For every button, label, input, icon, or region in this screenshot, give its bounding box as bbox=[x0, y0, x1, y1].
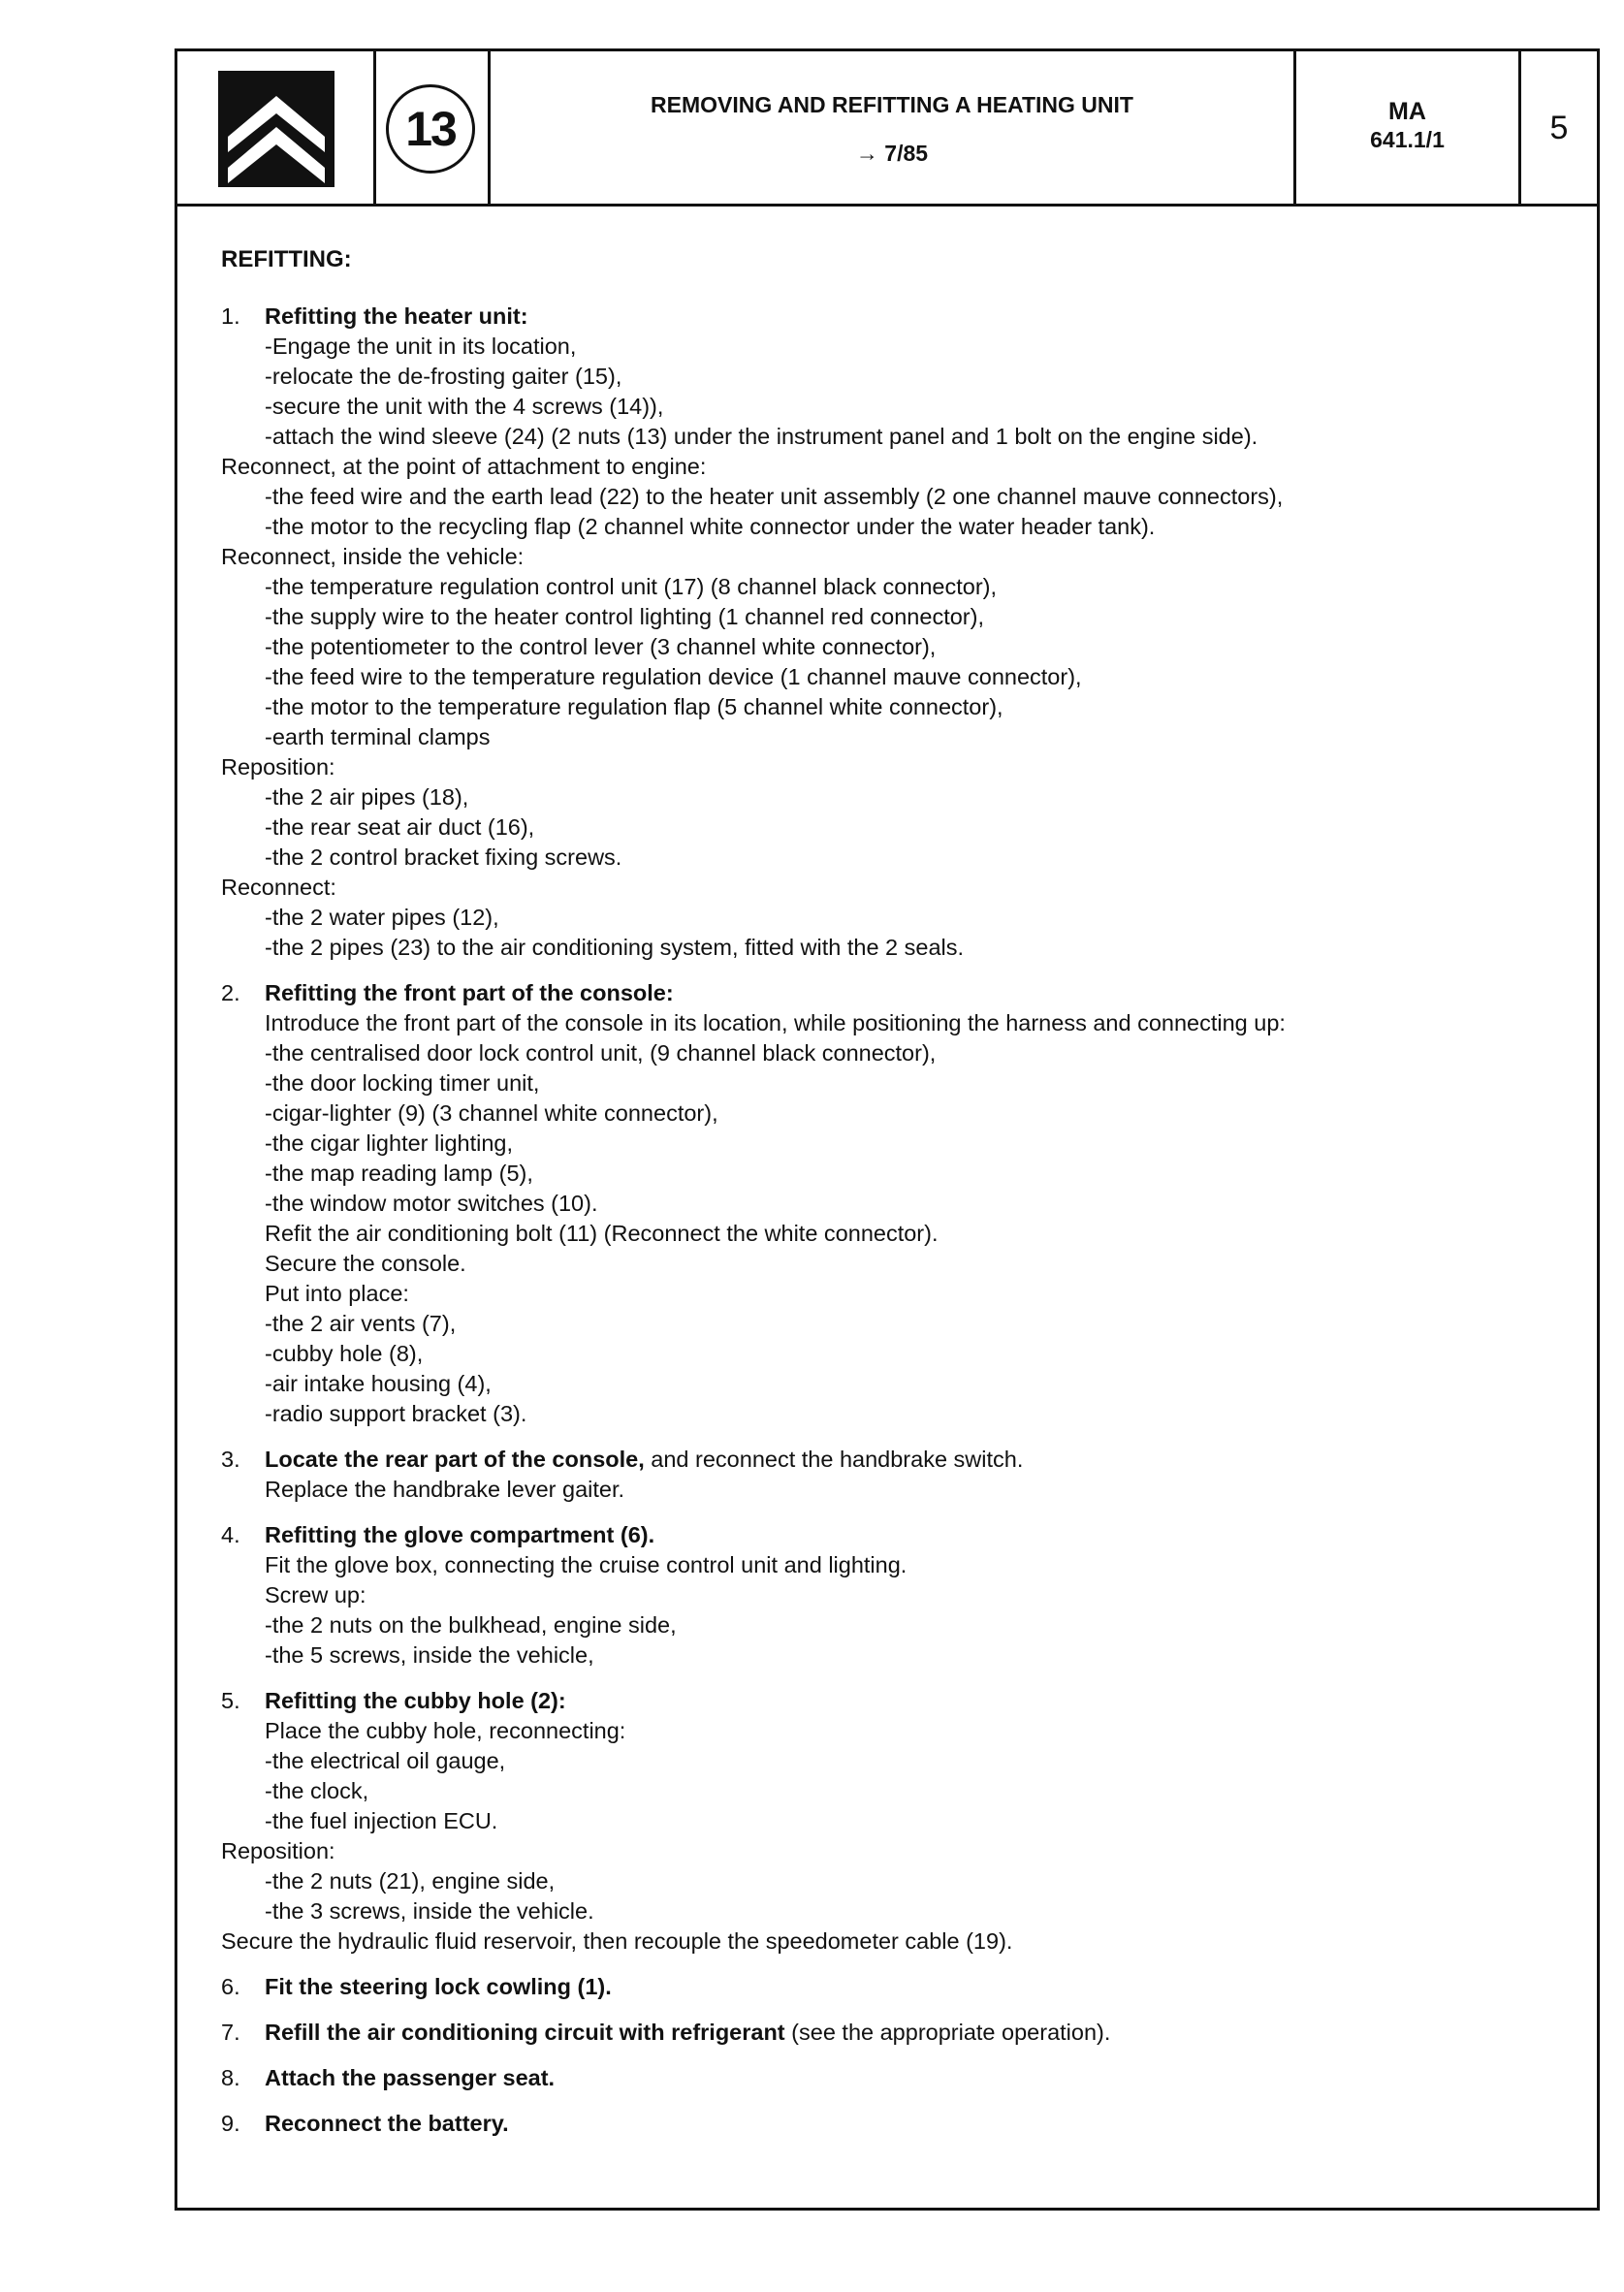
step-number: 6. bbox=[221, 1974, 240, 1999]
list-item bbox=[265, 1776, 1588, 1806]
step-number: 2. bbox=[221, 980, 240, 1005]
step-4 bbox=[221, 1520, 1588, 1671]
list-item bbox=[265, 482, 1588, 512]
bullet-dash: - bbox=[265, 514, 272, 539]
list-item-text: the feed wire and the earth lead (22) to the heater unit assembly (2 one channel mauve connectors), bbox=[271, 484, 1284, 509]
step-number: 9. bbox=[221, 2111, 240, 2136]
step-line: Replace the handbrake lever gaiter. bbox=[265, 1477, 625, 1502]
list-item bbox=[265, 662, 1588, 692]
bullet-dash: - bbox=[265, 574, 272, 599]
list-item-text: the centralised door lock control unit, (9 channel black connector), bbox=[271, 1040, 937, 1066]
bullet-dash: - bbox=[265, 484, 272, 509]
step-line: Secure the hydraulic fluid reservoir, then recouple the speedometer cable (19). bbox=[221, 1928, 1013, 1954]
bullet-dash: - bbox=[265, 424, 272, 449]
list-item bbox=[265, 722, 1588, 752]
step-line bbox=[265, 2018, 1588, 2048]
bullet-dash: - bbox=[265, 1100, 272, 1126]
step-line: Secure the console. bbox=[265, 1251, 466, 1276]
list-item-text: the cigar lighter lighting, bbox=[271, 1130, 514, 1156]
list-item-text: the clock, bbox=[271, 1778, 369, 1803]
list-item-text: the supply wire to the heater control lighting (1 channel red connector), bbox=[271, 604, 984, 629]
step-number: 5. bbox=[221, 1688, 240, 1713]
bullet-dash: - bbox=[265, 844, 272, 870]
list-item-text: attach the wind sleeve (24) (2 nuts (13) under the instrument panel and 1 bolt on the engine side). bbox=[271, 424, 1258, 449]
step-line: Refit the air conditioning bolt (11) (Reconnect the white connector). bbox=[265, 1221, 939, 1246]
bullet-dash: - bbox=[265, 1070, 272, 1096]
list-item-text: the door locking timer unit, bbox=[271, 1070, 540, 1096]
reference-cell bbox=[1296, 51, 1521, 204]
list-item bbox=[265, 632, 1588, 662]
chapter-number: 13 bbox=[386, 84, 475, 174]
list-item-text: the 3 screws, inside the vehicle. bbox=[271, 1898, 594, 1924]
list-item-text: the temperature regulation control unit (17) (8 channel black connector), bbox=[271, 574, 998, 599]
list-item bbox=[265, 1640, 1588, 1671]
list-item-text: cigar-lighter (9) (3 channel white connector), bbox=[271, 1100, 718, 1126]
bullet-dash: - bbox=[265, 1040, 272, 1066]
reference-code: MA bbox=[1388, 98, 1426, 125]
list-item-text: the 2 pipes (23) to the air conditioning system, fitted with the 2 seals. bbox=[271, 935, 965, 960]
bullet-dash: - bbox=[265, 364, 272, 389]
reposition-label: Reposition: bbox=[221, 1838, 335, 1863]
list-item bbox=[265, 1369, 1588, 1399]
bullet-dash: - bbox=[265, 1161, 272, 1186]
list-item bbox=[265, 1309, 1588, 1339]
list-item bbox=[265, 512, 1588, 542]
bullet-dash: - bbox=[265, 1778, 272, 1803]
list-item-text: the electrical oil gauge, bbox=[271, 1748, 506, 1773]
bullet-dash: - bbox=[265, 1130, 272, 1156]
reconnect-inside-label: Reconnect, inside the vehicle: bbox=[221, 544, 525, 569]
step-line: Place the cubby hole, reconnecting: bbox=[265, 1718, 626, 1743]
list-item bbox=[265, 782, 1588, 812]
list-item bbox=[265, 602, 1588, 632]
list-item-text: the rear seat air duct (16), bbox=[271, 814, 535, 840]
bullet-dash: - bbox=[265, 394, 272, 419]
bullet-dash: - bbox=[265, 784, 272, 810]
list-item-text: relocate the de-frosting gaiter (15), bbox=[271, 364, 622, 389]
step-5 bbox=[221, 1686, 1588, 1957]
bullet-dash: - bbox=[265, 634, 272, 659]
title-cell bbox=[491, 51, 1296, 204]
list-item-text: the motor to the temperature regulation flap (5 channel white connector), bbox=[271, 694, 1003, 719]
step-title: Refill the air conditioning circuit with refrigerant bbox=[265, 2020, 785, 2045]
bullet-dash: - bbox=[265, 1898, 272, 1924]
bullet-dash: - bbox=[265, 724, 272, 749]
list-item bbox=[265, 1189, 1588, 1219]
list-item-text: cubby hole (8), bbox=[271, 1341, 424, 1366]
list-item-text: the window motor switches (10). bbox=[271, 1191, 598, 1216]
step-intro: Introduce the front part of the console in its location, while positioning the harness and connecting up: bbox=[265, 1010, 1286, 1035]
step-2 bbox=[221, 978, 1588, 1429]
reconnect-label: Reconnect: bbox=[221, 875, 336, 900]
step-1 bbox=[221, 302, 1588, 963]
list-item bbox=[265, 933, 1588, 963]
list-item-text: the 2 air pipes (18), bbox=[271, 784, 469, 810]
list-item bbox=[265, 1896, 1588, 1926]
step-number: 4. bbox=[221, 1522, 240, 1547]
list-item bbox=[265, 903, 1588, 933]
document-title: REMOVING AND REFITTING A HEATING UNIT bbox=[651, 92, 1133, 117]
list-item bbox=[265, 1159, 1588, 1189]
list-item bbox=[265, 692, 1588, 722]
step-3 bbox=[221, 1445, 1588, 1505]
bullet-dash: - bbox=[265, 1341, 272, 1366]
list-item-text: the motor to the recycling flap (2 channel white connector under the water header tank). bbox=[271, 514, 1156, 539]
list-item bbox=[265, 1098, 1588, 1129]
list-item bbox=[265, 1746, 1588, 1776]
bullet-dash: - bbox=[265, 1191, 272, 1216]
step-line: Put into place: bbox=[265, 1281, 409, 1306]
bullet-dash: - bbox=[265, 1808, 272, 1833]
step-title: Attach the passenger seat. bbox=[265, 2065, 556, 2090]
step-title: Refitting the heater unit: bbox=[265, 303, 528, 329]
page-cell bbox=[1521, 51, 1597, 204]
list-item bbox=[265, 1806, 1588, 1836]
document-date: → 7/85 bbox=[855, 141, 929, 166]
list-item-text: radio support bracket (3). bbox=[271, 1401, 527, 1426]
list-item-text: the 2 water pipes (12), bbox=[271, 905, 499, 930]
list-item bbox=[265, 392, 1588, 422]
bullet-dash: - bbox=[265, 334, 272, 359]
list-item-text: air intake housing (4), bbox=[271, 1371, 492, 1396]
list-item-text: the 2 control bracket fixing screws. bbox=[271, 844, 622, 870]
bullet-dash: - bbox=[265, 1401, 272, 1426]
list-item-text: the map reading lamp (5), bbox=[271, 1161, 533, 1186]
list-item-text: the potentiometer to the control lever (3 channel white connector), bbox=[271, 634, 937, 659]
content bbox=[221, 244, 1588, 2139]
step-title: Reconnect the battery. bbox=[265, 2111, 509, 2136]
bullet-dash: - bbox=[265, 1612, 272, 1638]
list-item-text: the 2 nuts (21), engine side, bbox=[271, 1868, 556, 1894]
step-6 bbox=[221, 1972, 1588, 2002]
step-9 bbox=[221, 2109, 1588, 2139]
list-item-text: secure the unit with the 4 screws (14)), bbox=[271, 394, 664, 419]
list-item-text: the 5 screws, inside the vehicle, bbox=[271, 1642, 594, 1668]
bullet-dash: - bbox=[265, 1642, 272, 1668]
reconnect-engine-label: Reconnect, at the point of attachment to engine: bbox=[221, 454, 707, 479]
list-item bbox=[265, 572, 1588, 602]
list-item bbox=[265, 362, 1588, 392]
bullet-dash: - bbox=[265, 905, 272, 930]
list-item bbox=[265, 422, 1588, 452]
step-line: Fit the glove box, connecting the cruise control unit and lighting. bbox=[265, 1552, 908, 1577]
step-number: 8. bbox=[221, 2065, 240, 2090]
citroen-logo bbox=[218, 71, 334, 187]
list-item bbox=[265, 1038, 1588, 1068]
section-heading: REFITTING: bbox=[221, 246, 352, 272]
step-title: Refitting the cubby hole (2): bbox=[265, 1688, 566, 1713]
step-title: Refitting the glove compartment (6). bbox=[265, 1522, 655, 1547]
reference-number: 641.1/1 bbox=[1370, 127, 1445, 152]
list-item-text: the 2 air vents (7), bbox=[271, 1311, 457, 1336]
header-block bbox=[177, 51, 1597, 207]
step-text: (see the appropriate operation). bbox=[784, 2020, 1111, 2045]
page-number: 5 bbox=[1549, 110, 1569, 146]
list-item bbox=[265, 1610, 1588, 1640]
step-8 bbox=[221, 2063, 1588, 2093]
logo-cell bbox=[177, 51, 376, 204]
list-item-text: the feed wire to the temperature regulation device (1 channel mauve connector), bbox=[271, 664, 1082, 689]
step-title: Refitting the front part of the console: bbox=[265, 980, 674, 1005]
reposition-label: Reposition: bbox=[221, 754, 335, 780]
bullet-dash: - bbox=[265, 1311, 272, 1336]
step-number: 7. bbox=[221, 2020, 240, 2045]
list-item bbox=[265, 812, 1588, 843]
bullet-dash: - bbox=[265, 814, 272, 840]
list-item bbox=[265, 1339, 1588, 1369]
step-line bbox=[265, 1445, 1588, 1475]
bullet-dash: - bbox=[265, 1868, 272, 1894]
bullet-dash: - bbox=[265, 1371, 272, 1396]
list-item-text: Engage the unit in its location, bbox=[271, 334, 577, 359]
list-item bbox=[265, 1866, 1588, 1896]
list-item bbox=[265, 1399, 1588, 1429]
list-item bbox=[265, 332, 1588, 362]
step-title: Locate the rear part of the console, bbox=[265, 1447, 645, 1472]
bullet-dash: - bbox=[265, 935, 272, 960]
list-item bbox=[265, 1068, 1588, 1098]
step-number: 3. bbox=[221, 1447, 240, 1472]
step-7 bbox=[221, 2018, 1588, 2048]
list-item-text: earth terminal clamps bbox=[271, 724, 491, 749]
list-item-text: the 2 nuts on the bulkhead, engine side, bbox=[271, 1612, 677, 1638]
step-number: 1. bbox=[221, 303, 240, 329]
chapter-cell bbox=[376, 51, 491, 204]
step-line: Screw up: bbox=[265, 1582, 366, 1608]
step-title: Fit the steering lock cowling (1). bbox=[265, 1974, 612, 1999]
bullet-dash: - bbox=[265, 1748, 272, 1773]
list-item bbox=[265, 1129, 1588, 1159]
list-item-text: the fuel injection ECU. bbox=[271, 1808, 498, 1833]
bullet-dash: - bbox=[265, 664, 272, 689]
bullet-dash: - bbox=[265, 604, 272, 629]
step-text: and reconnect the handbrake switch. bbox=[644, 1447, 1024, 1472]
list-item bbox=[265, 843, 1588, 873]
bullet-dash: - bbox=[265, 694, 272, 719]
